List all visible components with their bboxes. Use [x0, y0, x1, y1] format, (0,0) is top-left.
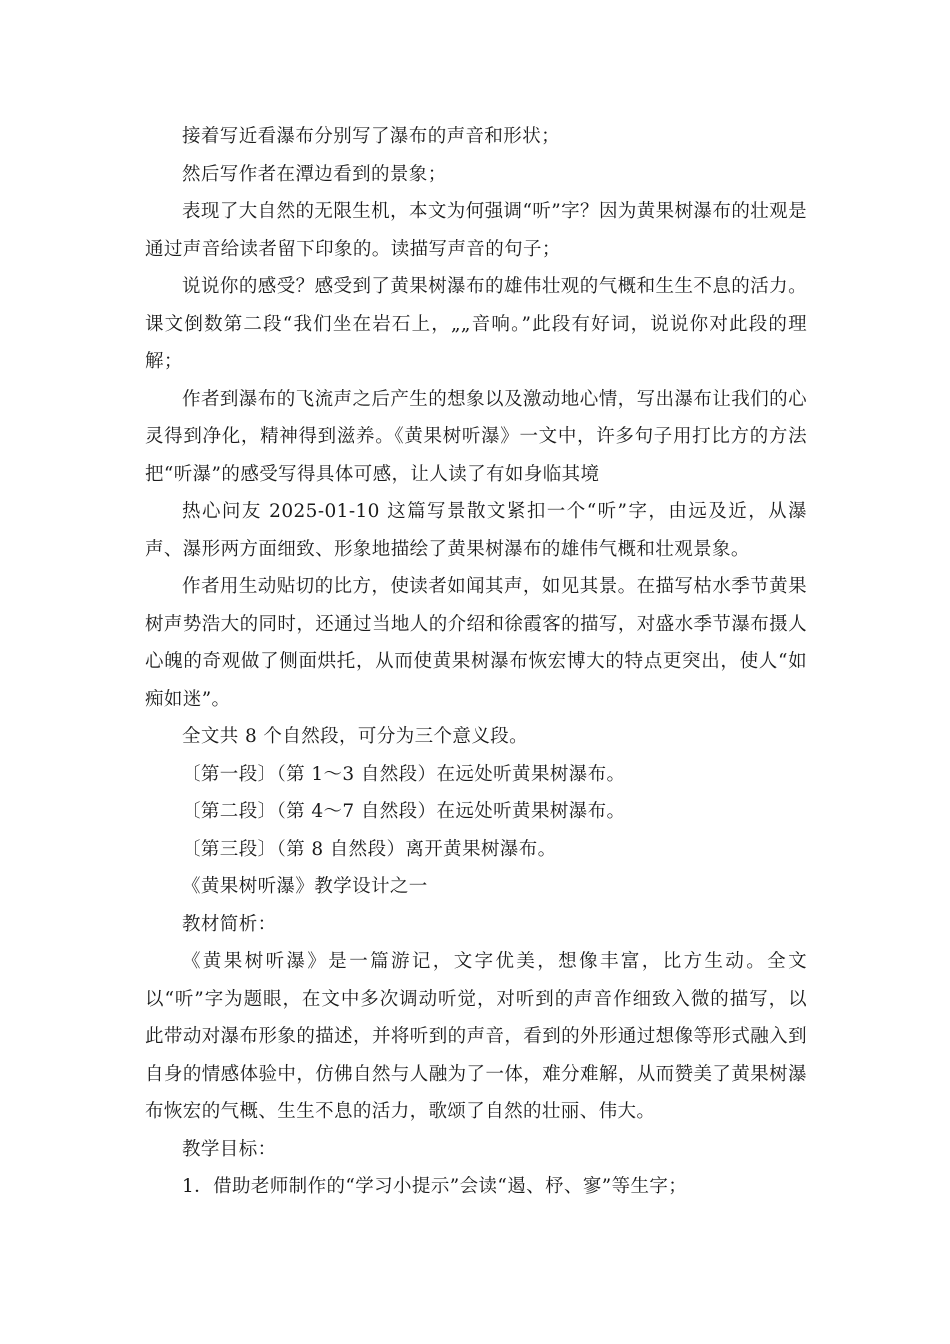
paragraph: 接着写近看瀑布分别写了瀑布的声音和形状； — [182, 126, 561, 147]
document-body — [145, 118, 807, 1206]
section-outline-item: 〔第一段〕（第 1～3 自然段）在远处听黄果树瀑布。 — [182, 763, 626, 785]
paragraph: 作者用生动贴切的比方，使读者如闻其声，如见其景。在描写枯水季节黄果树声势浩大的同时，还通过当地人的介绍和徐霞客的描写，对盛水季节瀑布摄人心魄的奇观做了侧面烘托，从而使黄果树瀑布恢宏博大的特点更突出，使人“如痴如迷”。 — [145, 576, 807, 710]
paragraph: 然后写作者在潭边看到的景象； — [182, 163, 447, 185]
paragraph: 说说你的感受？感受到了黄果树瀑布的雄伟壮观的气概和生生不息的活力。课文倒数第二段“我们坐在岩石上，„„音响。”此段有好词，说说你对此段的理解； — [145, 276, 807, 372]
section-heading: 教学目标： — [182, 1138, 277, 1160]
section-heading: 教材简析： — [182, 913, 277, 935]
section-heading: 《黄果树听瀑》教学设计之一 — [182, 876, 428, 897]
paragraph: 全文共 8 个自然段，可分为三个意义段。 — [182, 726, 529, 747]
paragraph: 作者到瀑布的飞流声之后产生的想象以及激动地心情，写出瀑布让我们的心灵得到净化，精神得到滋养。《黄果树听瀑》一文中，许多句子用打比方的方法把“听瀑”的感受写得具体可感，让人读了有如身临其境 — [145, 388, 807, 485]
paragraph: 表现了大自然的无限生机，本文为何强调“听”字？因为黄果树瀑布的壮观是通过声音给读者留下印象的。读描写声音的句子； — [145, 201, 807, 260]
paragraph: 热心问友 2025-01-10 这篇写景散文紧扣一个“听”字，由远及近，从瀑声、瀑形两方面细致、形象地描绘了黄果树瀑布的雄伟气概和壮观景象。 — [145, 501, 807, 560]
paragraph: 《黄果树听瀑》是一篇游记，文字优美，想像丰富，比方生动。全文以“听”字为题眼，在文中多次调动听觉，对听到的声音作细致入微的描写，以此带动对瀑布形象的描述，并将听到的声音，看到的外形通过想像等形式融入到自身的情感体验中，仿佛自然与人融为了一体，难分难解，从而赞美了黄果树瀑布恢宏的气概、生生不息的活力，歌颂了自然的壮丽、伟大。 — [145, 951, 807, 1122]
list-item: 1．借助老师制作的“学习小提示”会读“遏、杼、寥”等生字； — [182, 1176, 688, 1197]
section-outline-item: 〔第三段〕（第 8 自然段）离开黄果树瀑布。 — [182, 838, 557, 860]
section-outline-item: 〔第二段〕（第 4～7 自然段）在远处听黄果树瀑布。 — [182, 801, 626, 822]
